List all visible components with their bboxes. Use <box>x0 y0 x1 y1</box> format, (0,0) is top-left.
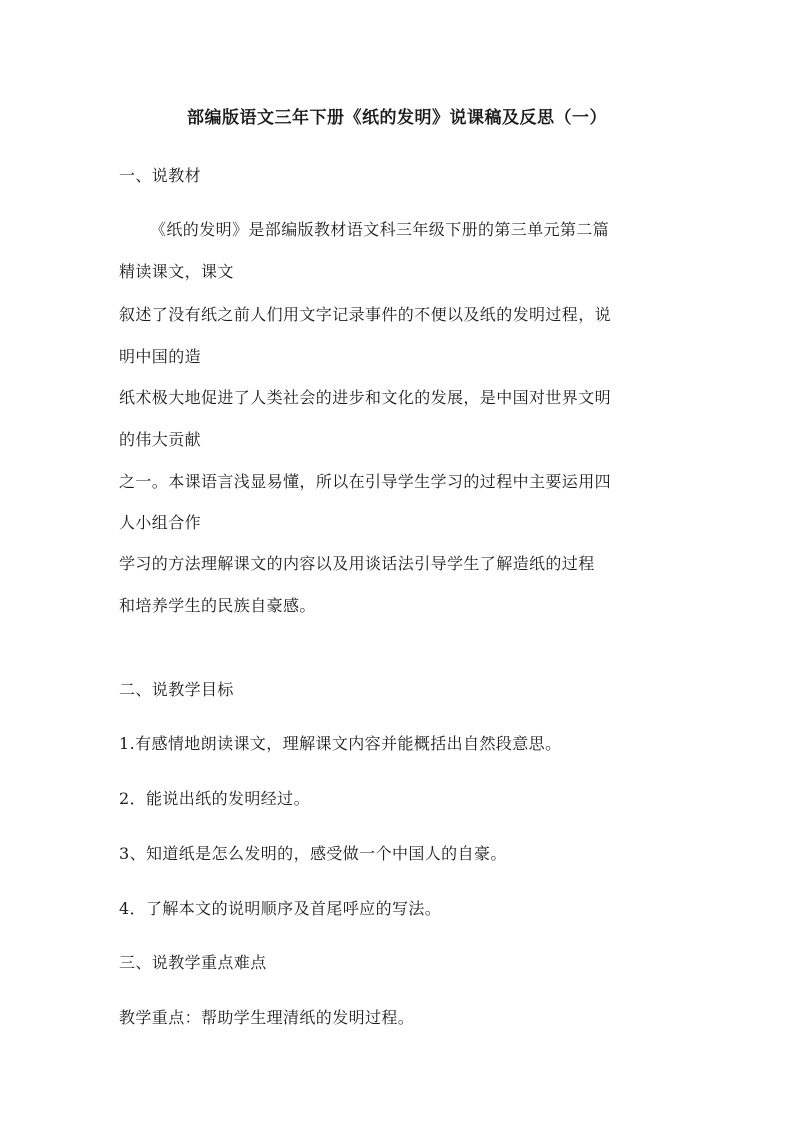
section-heading-key-points: 三、说教学重点难点 <box>119 953 267 972</box>
section-heading-goals: 二、说教学目标 <box>119 680 234 699</box>
goal-item-3: 3、知道纸是怎么发明的，感受做一个中国人的自豪。 <box>119 844 507 863</box>
paragraph-line-1: 《纸的发明》是部编版教材语文科三年级下册的第三单元第二篇 <box>150 220 610 239</box>
goal-item-2: 2．能说出纸的发明经过。 <box>119 789 310 808</box>
paragraph-line-8: 人小组合作 <box>119 513 202 532</box>
section-heading-textbook: 一、说教材 <box>119 166 202 185</box>
paragraph-line-2: 精读课文，课文 <box>119 262 234 281</box>
paragraph-line-7: 之一。本课语言浅显易懂，所以在引导学生学习的过程中主要运用四 <box>119 472 612 491</box>
paragraph-line-4: 明中国的造 <box>119 347 202 366</box>
paragraph-line-6: 的伟大贡献 <box>119 430 202 449</box>
paragraph-line-10: 和培养学生的民族自豪感。 <box>119 596 316 615</box>
paragraph-line-3: 叙述了没有纸之前人们用文字记录事件的不便以及纸的发明过程，说 <box>119 305 612 324</box>
paragraph-line-5: 纸术极大地促进了人类社会的进步和文化的发展，是中国对世界文明 <box>119 388 612 407</box>
goal-item-1: 1.有感情地朗读课文，理解课文内容并能概括出自然段意思。 <box>119 734 562 753</box>
paragraph-line-9: 学习的方法理解课文的内容以及用谈话法引导学生了解造纸的过程 <box>119 554 595 573</box>
goal-item-4: 4．了解本文的说明顺序及首尾呼应的写法。 <box>119 899 442 918</box>
document-title: 部编版语文三年下册《纸的发明》说课稿及反思（一） <box>187 108 607 128</box>
key-point-text: 教学重点：帮助学生理清纸的发明过程。 <box>119 1008 415 1027</box>
